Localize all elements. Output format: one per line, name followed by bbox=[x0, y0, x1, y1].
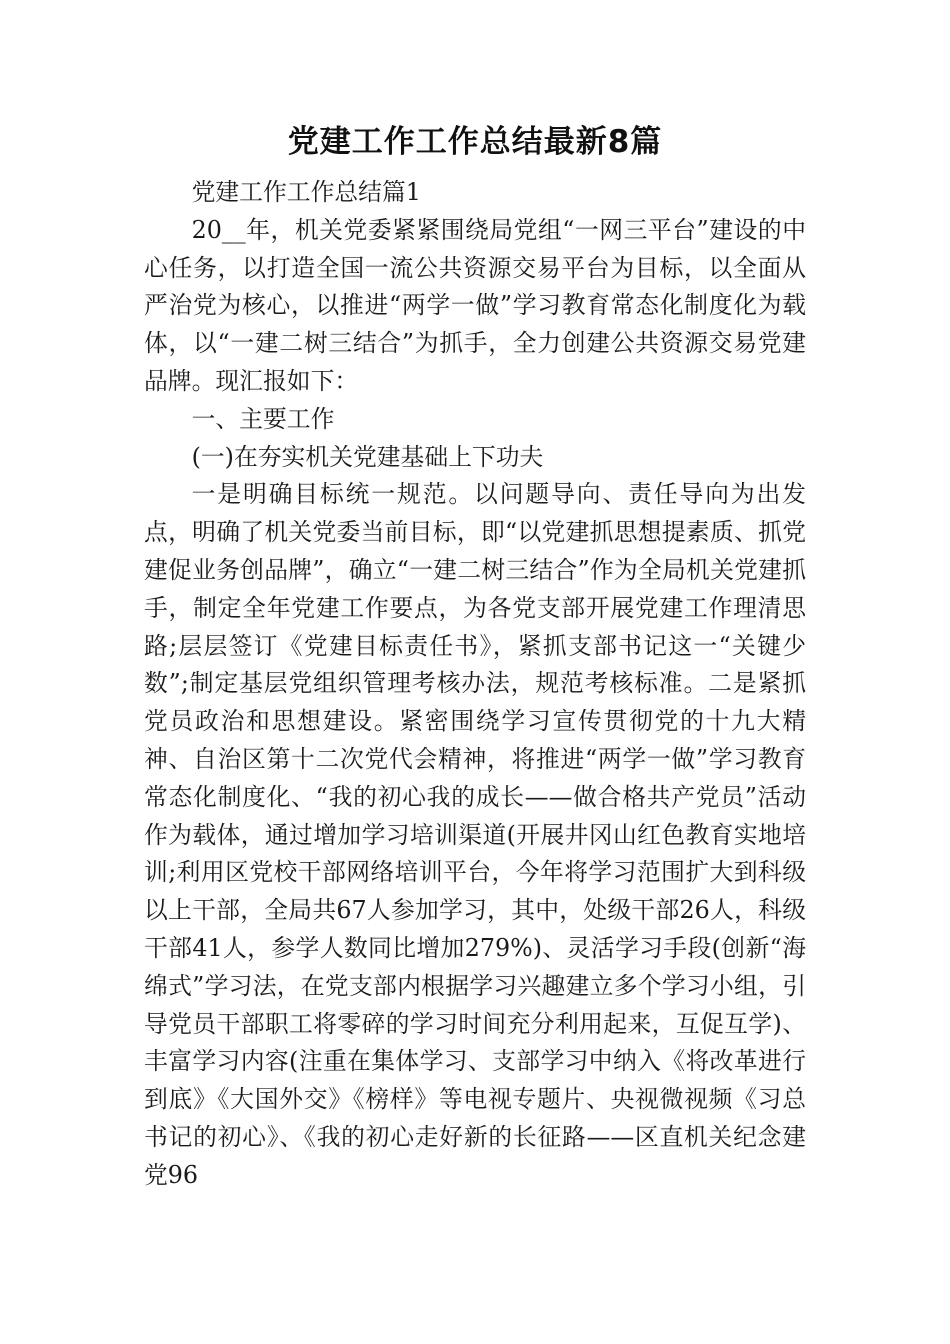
document-page bbox=[144, 118, 806, 1195]
main-work-heading: 一、主要工作 bbox=[191, 404, 335, 433]
intro-paragraph: 20__年，机关党委紧紧围绕局党组“一网三平台”建设的中心任务，以打造全国一流公共资源交易平台为目标，以全面从严治党为核心，以推进“两学一做”学习教育常态化制度化为载体，以“一建二树三结合”为抓手，全力创建公共资源交易党建品牌。现汇报如下： bbox=[144, 215, 806, 395]
body-paragraph: 一是明确目标统一规范。以问题导向、责任导向为出发点，明确了机关党委当前目标，即“以党建抓思想提素质、抓党建促业务创品牌”，确立“一建二树三结合”作为全局机关党建抓手，制定全年党建工作要点，为各党支部开展党建工作理清思路;层层签订《党建目标责任书》，紧抓支部书记这一“关键少数”;制定基层党组织管理考核办法，规范考核标准。二是紧抓党员政治和思想建设。紧密围绕学习宣传贯彻党的十九大精神、自治区第十二次党代会精神，将推进“两学一做”学习教育常态化制度化、“我的初心我的成长——做合格共产党员”活动作为载体，通过增加学习培训渠道(开展井冈山红色教育实地培训;利用区党校干部网络培训平台，今年将学习范围扩大到科级以上干部，全局共67人参加学习，其中，处级干部26人，科级干部41人，参学人数同比增加279%)、灵活学习手段(创新“海绵式”学习法，在党支部内根据学习兴趣建立多个学习小组，引导党员干部职工将零碎的学习时间充分利用起来，互促互学)、丰富学习内容(注重在集体学习、支部学习中纳入《将改革进行到底》《大国外交》《榜样》等电视专题片、央视微视频《习总书记的初心》、《我的初心走好新的长征路——区直机关纪念建党96 bbox=[144, 480, 806, 1189]
subsection-heading: (一)在夯实机关党建基础上下功夫 bbox=[191, 442, 544, 471]
section-heading: 党建工作工作总结篇1 bbox=[191, 178, 421, 206]
document-title: 党建工作工作总结最新8篇 bbox=[287, 124, 663, 160]
